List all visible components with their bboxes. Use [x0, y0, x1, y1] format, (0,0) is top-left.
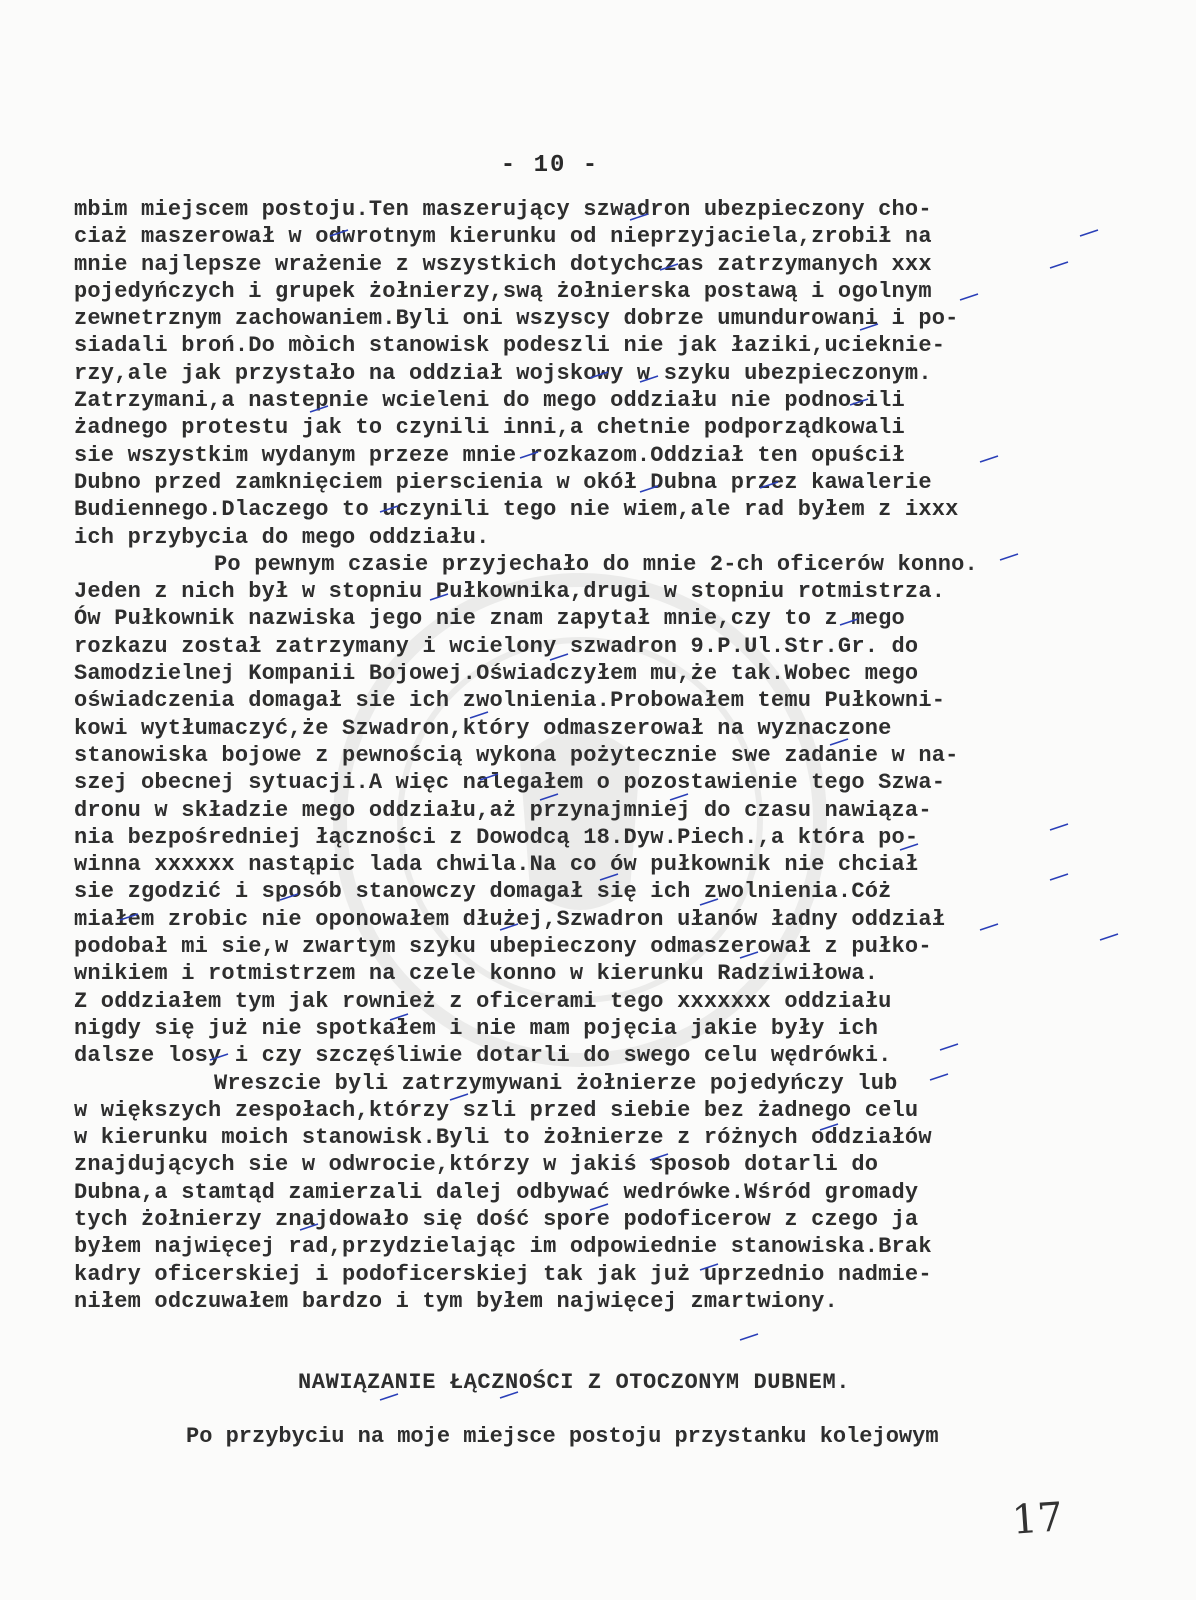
text-line: wnikiem i rotmistrzem na czele konno w kierunku Radziwiłowa.	[74, 961, 879, 987]
text-line: siadali broń.Do mòich stanowisk podeszli nie jak łaziki,ucieknie-	[74, 333, 946, 359]
text-line: Po pewnym czasie przyjechało do mnie 2-ch oficerów konno.	[214, 551, 978, 577]
text-line: mbim miejscem postoju.Ten maszerujący szwadron ubezpieczony cho-	[74, 197, 932, 222]
text-line: Wreszcie byli zatrzymywani żołnierze pojedyńczy lub	[214, 1070, 898, 1096]
text-line: rzy,ale jak przystało na oddział wojskowy w szyku ubezpieczonym.	[74, 360, 932, 386]
text-line: oświadczenia domagał sie ich zwolnienia.Probowałem temu Pułkowni-	[74, 688, 946, 714]
text-line: ciaż maszerował w odwrotnym kierunku od nieprzyjaciela,zrobił na	[74, 224, 932, 250]
text-line: miałem zrobic nie oponowałem dłużej,Szwadron ułanów ładny oddział	[74, 906, 946, 932]
text-line: dalsze losy i czy szczęśliwie dotarli do swego celu wędrówki.	[74, 1043, 892, 1069]
text-line: dronu w składzie mego oddziału,aż przynajmniej do czasu nawiąza-	[74, 797, 932, 823]
text-line: niłem odczuwałem bardzo i tym byłem najwięcej zmartwiony.	[74, 1288, 838, 1314]
text-line: kadry oficerskiej i podoficerskiej tak jak już uprzednio nadmie-	[74, 1261, 932, 1287]
page-number: - 10 -	[500, 152, 600, 179]
text-line: Samodzielnej Kompanii Bojowej.Oświadczyłem mu,że tak.Wobec mego	[74, 661, 919, 687]
text-line: kowi wytłumaczyć,że Szwadron,który odmaszerował na wyznaczone	[74, 715, 892, 741]
text-line: szej obecnej sytuacji.A więc nalegałem o pozostawienie tego Szwa-	[74, 770, 946, 796]
text-line: tych żołnierzy znajdowało się dość spore podoficerow z czego ja	[74, 1206, 919, 1232]
text-line: pojedyńczych i grupek żołnierzy,swą żołnierska postawą i ogolnym	[74, 278, 932, 304]
annotation-tick	[740, 1334, 758, 1340]
text-line: podobał mi sie,w zwartym szyku ubepieczony odmaszerował z pułko-	[74, 934, 932, 960]
text-line: zewnetrznym zachowaniem.Byli oni wszyscy dobrze umundurowani i po-	[74, 306, 959, 332]
text-line: sie wszystkim wydanym przeze mnie rozkazom.Oddział ten opuścił	[74, 442, 905, 468]
section-heading: NAWIĄZANIE ŁĄCZNOŚCI Z OTOCZONYM DUBNEM.	[298, 1370, 851, 1395]
document-body	[74, 196, 1144, 1315]
text-line: Z oddziałem tym jak rownież z oficerami tego xxxxxxx oddziału	[74, 988, 892, 1014]
text-line: stanowiska bojowe z pewnością wykona pożytecznie swe zadanie w na-	[74, 742, 959, 768]
text-line: rozkazu został zatrzymany i wcielony szwadron 9.P.Ul.Str.Gr. do	[74, 633, 919, 659]
text-line: Jeden z nich był w stopniu Pułkownika,drugi w stopniu rotmistrza.	[74, 579, 946, 605]
text-line: Dubna,a stamtąd zamierzali dalej odbywać wedrówke.Wśród gromady	[74, 1179, 919, 1205]
text-line: byłem najwięcej rad,przydzielając im odpowiednie stanowiska.Brak	[74, 1234, 932, 1260]
text-line: Budiennego.Dlaczego to uczynili tego nie wiem,ale rad byłem z ixxx	[74, 497, 959, 523]
text-line: ich przybycia do mego oddziału.	[74, 524, 490, 550]
text-line: Zatrzymani,a nastepnie wcieleni do mego oddziału nie podnosili	[74, 388, 905, 414]
text-line: żadnego protestu jak to czynili inni,a chetnie podporządkowali	[74, 415, 905, 441]
text-line: sie zgodzić i sposób stanowczy domagał się ich zwolnienia.Cóż	[74, 879, 892, 905]
text-line: Ów Pułkownik nazwiska jego nie znam zapytał mnie,czy to z mego	[74, 606, 905, 632]
text-line: Dubno przed zamknięciem pierscienia w okół Dubna przez kawalerie	[74, 469, 932, 495]
text-line: winna xxxxxx nastąpic lada chwila.Na co ów pułkownik nie chciał	[74, 852, 919, 878]
text-line: znajdujących sie w odwrocie,którzy w jakiś sposob dotarli do	[74, 1152, 879, 1178]
text-line: w kierunku moich stanowisk.Byli to żołnierze z różnych oddziałów	[74, 1125, 932, 1151]
text-line: mnie najlepsze wrażenie z wszystkich dotychczas zatrzymanych xxx	[74, 251, 932, 277]
handwritten-page-number: 17	[1010, 1494, 1065, 1544]
text-line: w większych zespołach,którzy szli przed siebie bez żadnego celu	[74, 1097, 919, 1123]
text-line: nigdy się już nie spotkałem i nie mam pojęcia jakie były ich	[74, 1015, 879, 1041]
paragraph-start-line: Po przybyciu na moje miejsce postoju przystanku kolejowym	[186, 1424, 939, 1449]
text-line: nia bezpośredniej łączności z Dowodcą 18.Dyw.Piech.,a która po-	[74, 824, 919, 850]
